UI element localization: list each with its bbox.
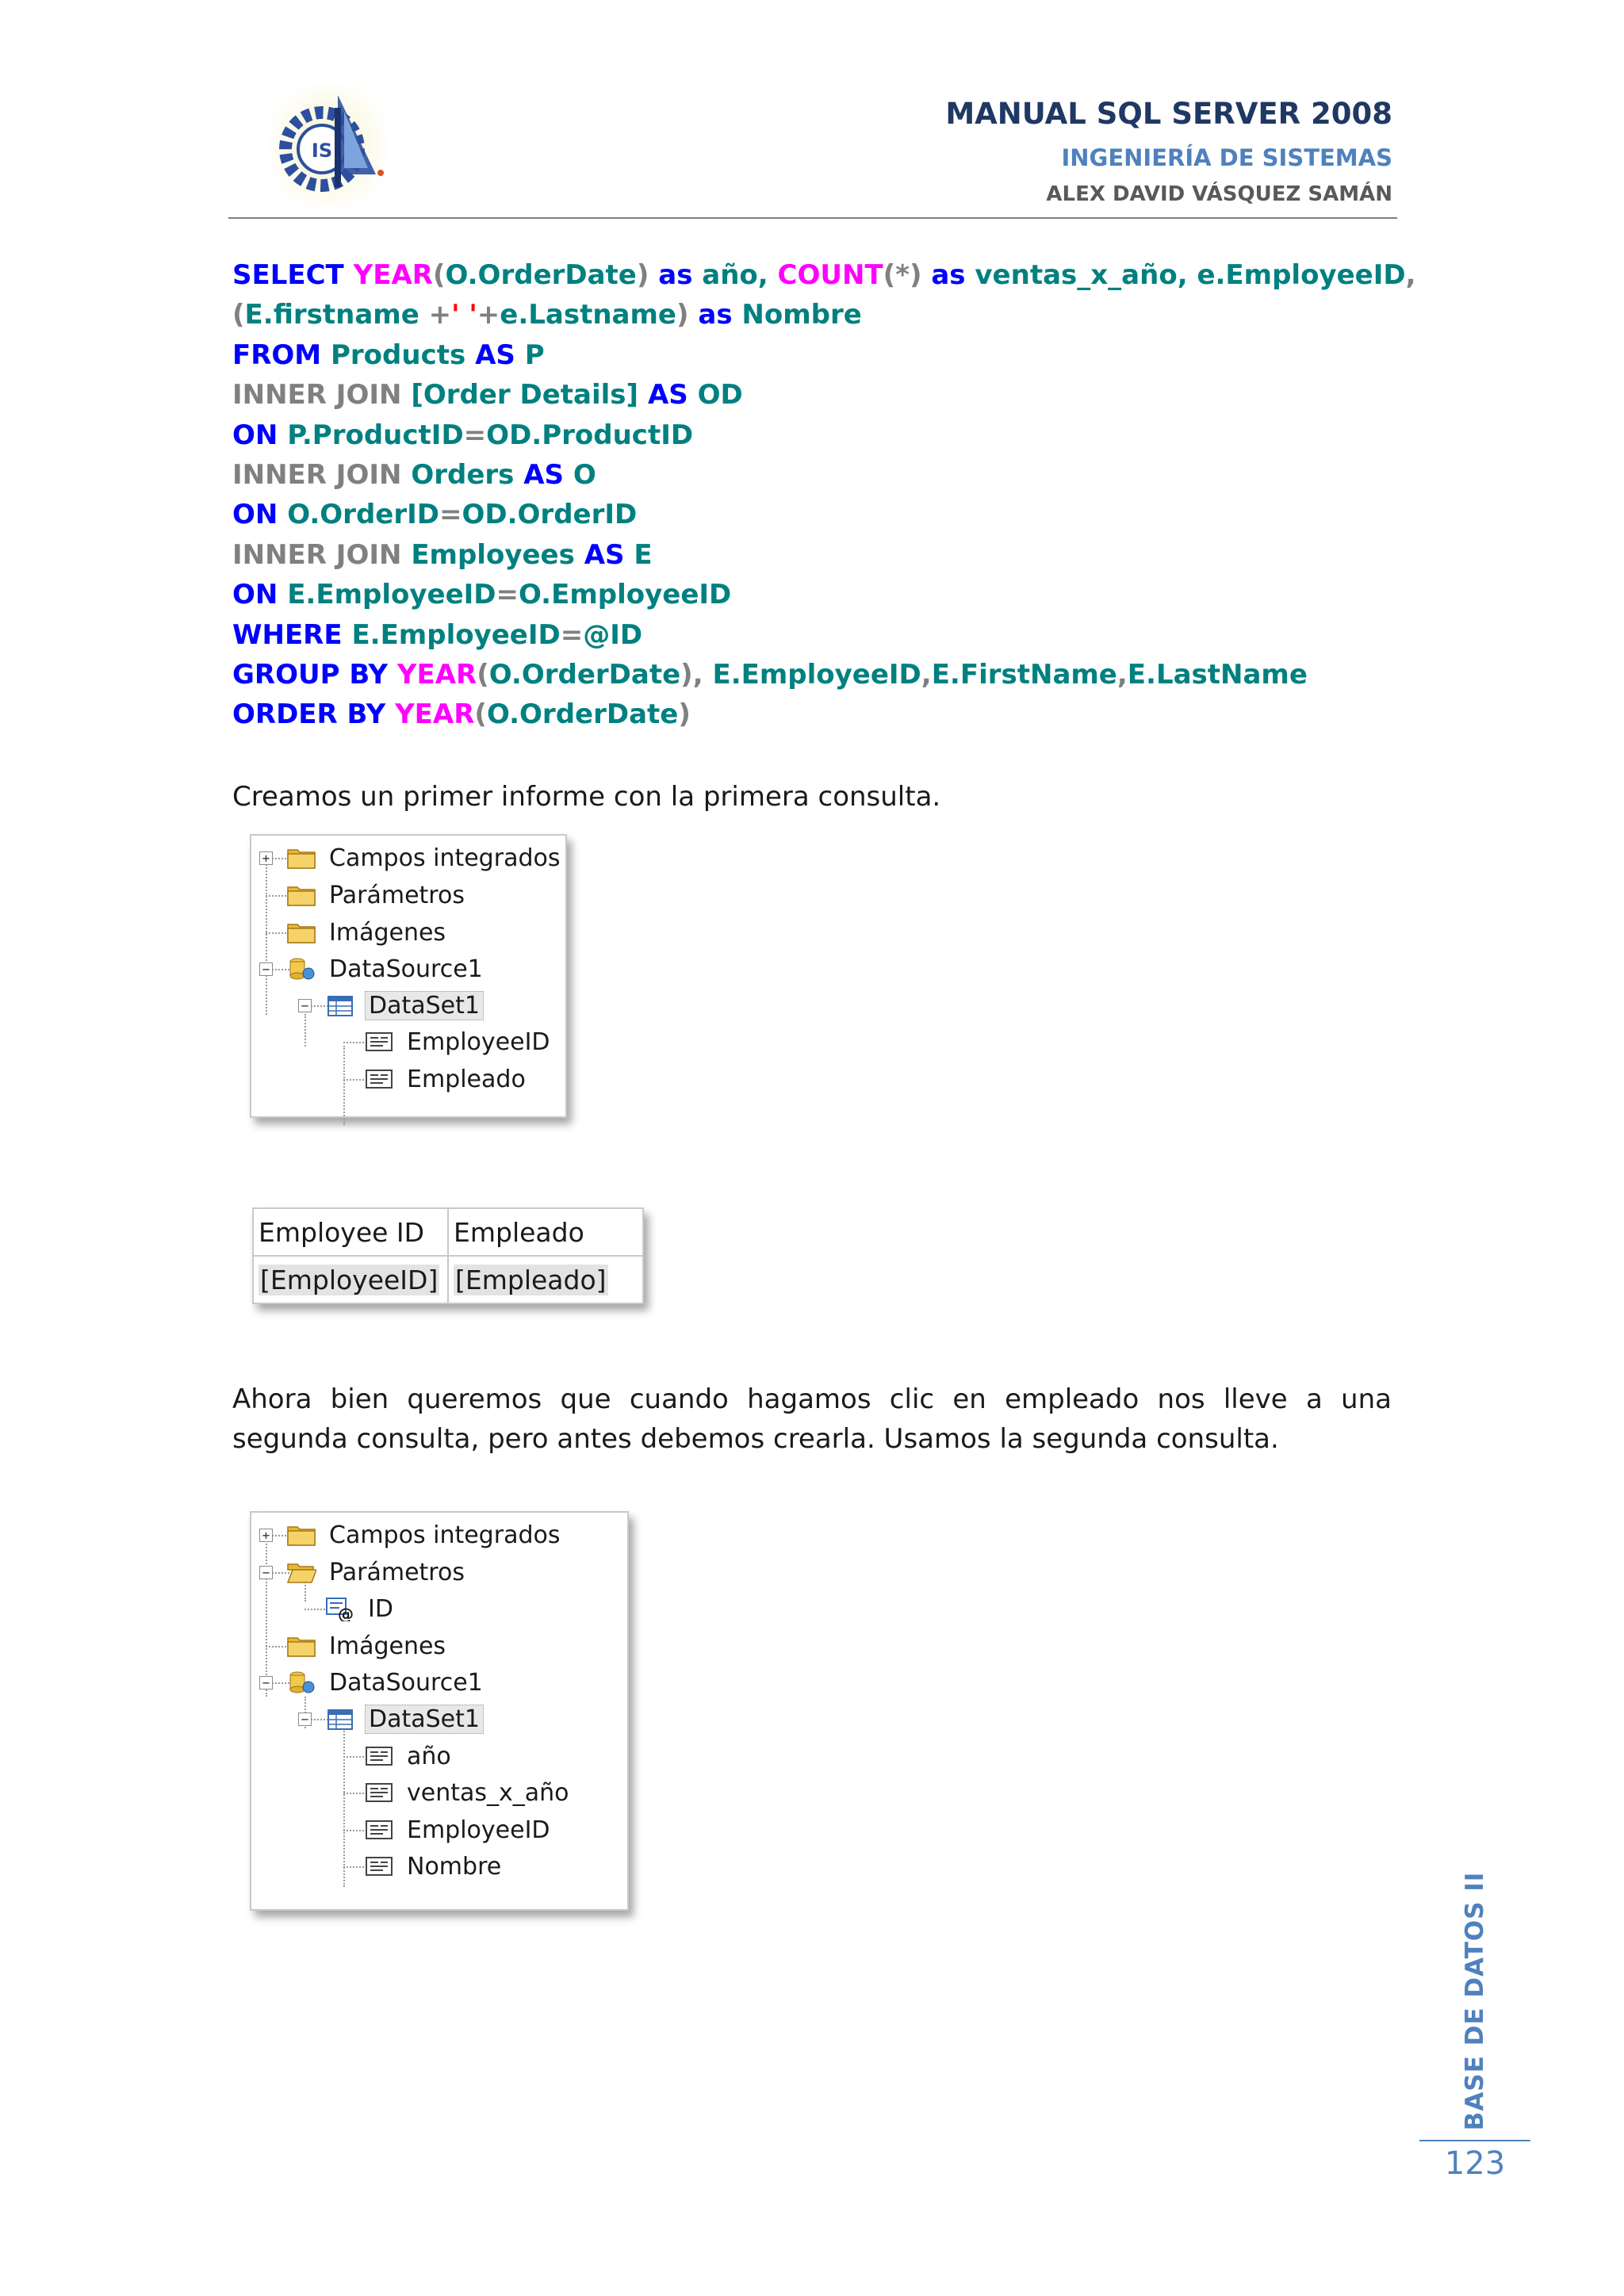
sql-keyword: as [649,259,703,291]
collapse-toggle[interactable]: − [298,999,312,1012]
tree-item-datasource[interactable] [286,953,486,985]
table-header-cell[interactable]: Employee ID [253,1208,448,1256]
sql-keyword: AS [475,339,525,371]
tree-item-label: año [407,1742,451,1770]
collapse-toggle[interactable]: − [259,1676,273,1689]
sql-identifier: O.OrderDate [486,698,679,731]
sql-identifier: E.firstname [244,299,429,331]
sql-identifier: @ID [583,618,643,651]
sql-line-11 [232,655,1398,695]
sql-function: YEAR [353,259,433,291]
tree-item-label: Imágenes [329,1632,446,1660]
field-icon [364,1817,394,1843]
sql-operator: , [1405,259,1416,291]
sql-operator: = [496,579,519,611]
tree-item-label: Campos integrados [329,1521,561,1549]
sql-query-block [232,255,1416,735]
tree-item-parametros[interactable] [286,1556,468,1588]
sql-line-3 [232,335,1398,375]
report-table-preview [252,1207,644,1304]
sql-identifier: E.EmployeeID [351,618,561,651]
sql-operator: ) [636,259,649,291]
tree-item-label: ventas_x_año [407,1778,569,1807]
sql-identifier: [Order Details] [411,379,648,411]
sql-operator: ( [477,658,489,691]
tree-item-imagenes[interactable] [286,916,449,948]
collapse-toggle[interactable]: − [259,962,273,976]
field-expression: [EmployeeID] [260,1264,439,1295]
sql-line-4 [232,375,1398,415]
sql-identifier: Products [330,339,476,371]
sql-identifier: E.EmployeeID [287,579,496,611]
sql-operator: + [477,299,500,331]
header-divider [228,217,1397,219]
sql-keyword: WHERE [232,618,352,651]
sql-operator: ( [232,299,245,331]
sql-identifier: P.ProductID [287,419,464,451]
sql-identifier: e.Lastname [500,299,676,331]
tree-item-campos-integrados[interactable] [286,1519,563,1551]
sql-operator: + [428,299,452,331]
folder-open-icon [286,1559,316,1585]
sql-line-12 [232,695,1398,734]
sql-keyword: AS [523,458,573,491]
folder-icon [286,1522,316,1548]
sql-function: YEAR [396,658,477,691]
folder-icon [286,882,316,908]
svg-text:IS: IS [311,140,333,162]
tree-item-label: Campos integrados [329,844,561,872]
field-expression: [Empleado] [455,1264,607,1295]
tree-item-label: Parámetros [329,1558,465,1586]
sql-operator: ) [676,299,689,331]
sql-identifier: E [634,538,653,571]
table-header-cell[interactable]: Empleado [448,1208,643,1256]
sql-identifier: año, [702,259,778,291]
report-data-tree-2 [250,1511,629,1911]
sql-keyword: ON [232,499,288,531]
tree-item-dataset[interactable] [325,989,484,1021]
field-icon [364,1066,394,1092]
sql-operator: , [692,658,713,691]
sql-operator: = [439,499,462,531]
course-side-label [1456,1871,1494,2131]
sql-keyword: ON [232,579,288,611]
sql-identifier: OD [697,379,743,411]
sql-keyword: SELECT [232,259,354,291]
sql-identifier: Nombre [741,299,862,331]
expand-toggle[interactable]: + [259,1529,273,1542]
tree-item-field-empleado[interactable] [364,1063,529,1095]
paragraph-first-report: Creamos un primer informe con la primera consulta. [232,781,941,813]
sql-identifier: O.OrderDate [445,259,637,291]
sql-keyword: as [921,259,975,291]
sql-function: YEAR [395,698,475,731]
parameter-icon [325,1596,355,1621]
sql-identifier: Orders [411,458,524,491]
field-icon [364,1780,394,1805]
paragraph-second-query: Ahora bien queremos que cuando hagamos clic en empleado nos lleve a una segunda consulta, pero antes debemos crearla. Usamos la segunda consulta. [232,1383,1392,1455]
tree-item-dataset[interactable] [325,1703,484,1735]
sql-keyword: AS [647,379,698,411]
tree-item-label: DataSource1 [329,955,483,983]
table-cell[interactable] [448,1256,643,1303]
datasource-icon [286,1670,316,1695]
table-row [253,1256,643,1303]
table-header-row [253,1208,643,1256]
tree-item-label: Nombre [407,1852,502,1881]
footer-divider [1419,2140,1530,2141]
tree-item-field-employeeid[interactable] [364,1026,553,1058]
tree-item-label: ID [368,1594,393,1623]
sql-operator: , [1116,658,1128,691]
field-icon [364,1743,394,1769]
sql-identifier: O.EmployeeID [519,579,732,611]
sql-line-6 [232,455,1398,495]
tree-item-field-anio[interactable] [364,1740,454,1772]
sql-identifier: Employees [411,538,584,571]
collapse-toggle[interactable]: − [298,1712,312,1726]
sql-operator: , [921,658,932,691]
sql-join-keyword: INNER JOIN [232,538,412,571]
sql-keyword: GROUP BY [232,658,397,691]
tree-item-imagenes[interactable] [286,1630,449,1662]
dataset-icon [325,993,355,1018]
sql-identifier: E.EmployeeID [712,658,921,691]
sql-keyword: FROM [232,339,331,371]
sql-identifier: ventas_x_año, e.EmployeeID [975,259,1406,291]
tree-item-label: EmployeeID [407,1027,550,1056]
tree-item-datasource[interactable] [286,1667,486,1698]
sql-join-keyword: INNER JOIN [232,379,412,411]
sql-operator: ) [680,658,693,691]
sql-keyword: as [688,299,742,331]
tree-item-campos-integrados[interactable] [286,842,563,874]
dataset-icon [325,1706,355,1732]
sql-identifier: E.FirstName [931,658,1117,691]
sql-line-2 [232,295,1398,335]
collapse-toggle[interactable]: − [259,1566,273,1579]
tree-item-parametros[interactable] [286,879,468,911]
course-name: BASE DE DATOS II [1461,1871,1489,2131]
field-icon [364,1029,394,1054]
page-number: 123 [1444,2145,1506,2182]
sql-line-1 [232,255,1416,295]
tree-item-label: Imágenes [329,918,446,947]
sql-operator: = [463,419,487,451]
field-icon [364,1854,394,1879]
sql-line-7 [232,495,1398,534]
tree-item-label: DataSet1 [365,991,484,1020]
tree-item-label: DataSource1 [329,1668,483,1697]
sql-identifier: O [573,458,596,491]
sql-identifier: O.OrderID [287,499,439,531]
tree-item-field-employeeid[interactable] [364,1814,553,1846]
folder-icon [286,845,316,871]
sql-line-9 [232,575,1398,614]
sql-function: COUNT [777,259,883,291]
sql-line-10 [232,615,1398,655]
tree-item-field-ventas[interactable] [364,1777,573,1808]
university-logo [265,79,392,214]
tree-item-label: EmployeeID [407,1816,550,1844]
expand-toggle[interactable]: + [259,851,273,865]
sql-keyword: AS [584,538,634,571]
sql-identifier: OD.ProductID [486,419,694,451]
tree-item-label: Empleado [407,1065,526,1093]
sql-identifier: O.OrderDate [488,658,681,691]
sql-keyword: ORDER BY [232,698,396,731]
sql-join-keyword: INNER JOIN [232,458,412,491]
sql-identifier: E.LastName [1127,658,1308,691]
datasource-icon [286,956,316,982]
folder-icon [286,1633,316,1659]
folder-icon [286,920,316,945]
tree-item-label: DataSet1 [365,1705,484,1734]
sql-operator: (*) [883,259,922,291]
svg-text:@: @ [338,1605,354,1621]
sql-line-5 [232,415,1398,455]
sql-string: ' ' [451,299,477,331]
sql-identifier: OD.OrderID [462,499,638,531]
manual-title: MANUAL SQL SERVER 2008 [945,97,1392,131]
sql-keyword: ON [232,419,288,451]
report-data-tree-1 [250,834,567,1118]
sql-operator: = [560,618,584,651]
department-subtitle: INGENIERÍA DE SISTEMAS [1061,144,1392,171]
tree-item-label: Parámetros [329,881,465,909]
table-cell[interactable] [253,1256,448,1303]
tree-item-field-nombre[interactable] [364,1850,504,1882]
sql-operator: ( [474,698,487,731]
sql-identifier: P [524,339,545,371]
sql-operator: ( [432,259,446,291]
sql-line-8 [232,535,1398,575]
author-name: ALEX DAVID VÁSQUEZ SAMÁN [1046,182,1392,206]
tree-item-parameter-id[interactable] [325,1593,396,1624]
sql-operator: ) [678,698,691,731]
